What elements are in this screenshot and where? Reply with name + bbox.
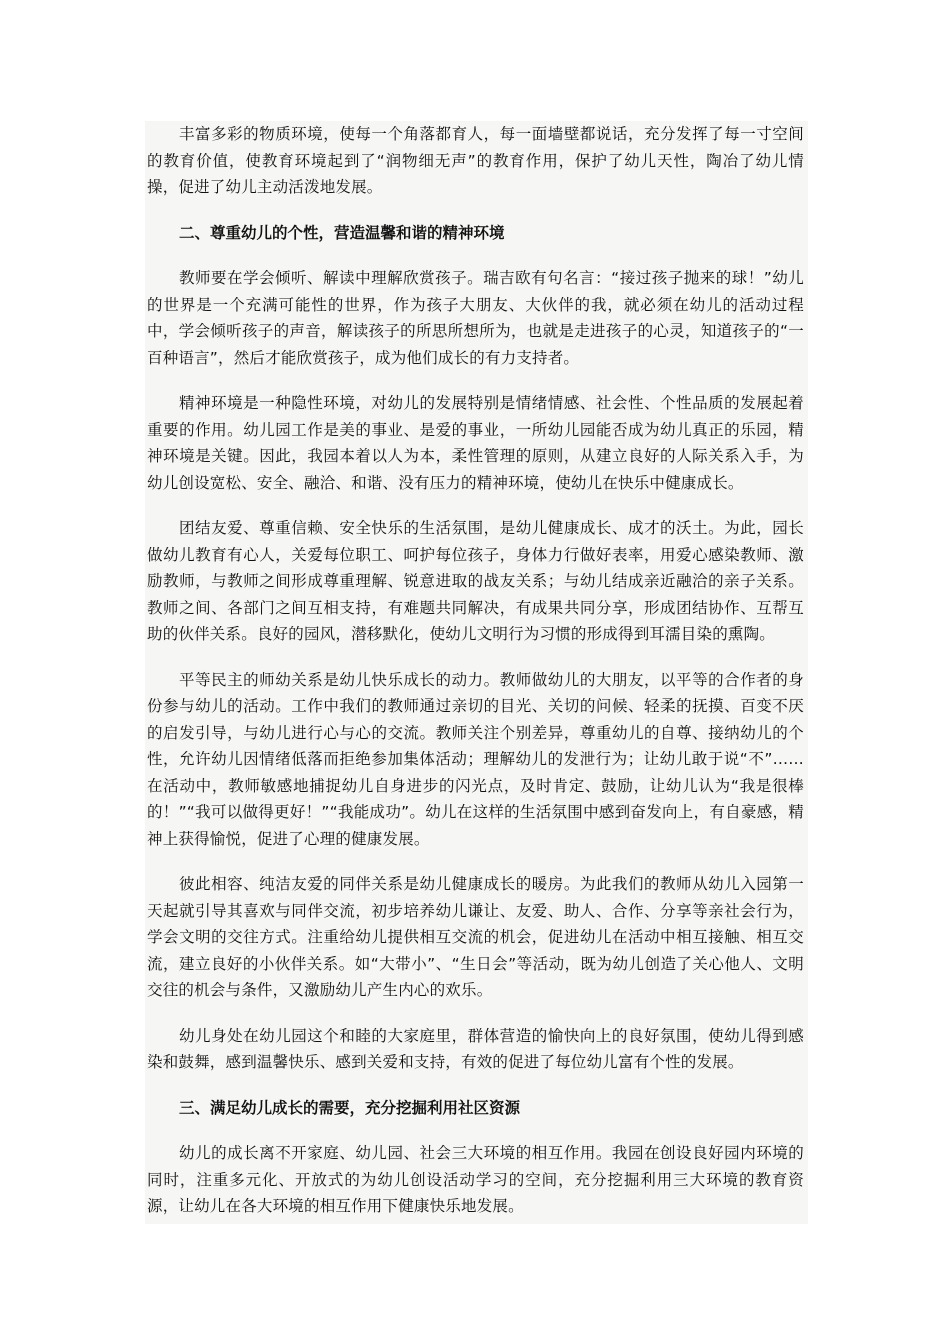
paragraph-big-family: 幼儿身处在幼儿园这个和睦的大家庭里，群体营造的愉快向上的良好氛围，使幼儿得到感染和鼓舞，感到温馨快乐、感到关爱和支持，有效的促进了每位幼儿富有个性的发展。: [147, 1026, 804, 1071]
paragraph-community-resources: 幼儿的成长离不开家庭、幼儿园、社会三大环境的相互作用。我园在创设良好园内环境的同时，注重多元化、开放式的为幼儿创设活动学习的空间，充分挖掘利用三大环境的教育资源，让幼儿在各大环境的相互作用下健康快乐地发展。: [147, 1144, 804, 1215]
paragraph-material-environment: 丰富多彩的物质环境，使每一个角落都育人，每一面墙壁都说话，充分发挥了每一寸空间的教育价值，使教育环境起到了“润物细无声”的教育作用，保护了幼儿天性，陶冶了幼儿情操，促进了幼儿主动活泼地发展。: [147, 125, 804, 196]
paragraph-gap: [145, 1076, 808, 1095]
section-heading-two: 二、尊重幼儿的个性，营造温馨和谐的精神环境: [179, 223, 505, 242]
paragraph-listen-understand: 教师要在学会倾听、解读中理解欣赏孩子。瑞吉欧有句名言：“接过孩子抛来的球！”幼儿的世界是一个充满可能性的世界，作为孩子大朋友、大伙伴的我，就必须在幼儿的活动过程中，学会倾听孩子的声音，解读孩子的所思所想所为，也就是走进孩子的心灵，知道孩子的“一百种语言”，然后才能欣赏孩子，成为他们成长的有力支持者。: [147, 269, 804, 367]
paragraph-gap: [145, 852, 808, 871]
paragraph-unity-atmosphere: 团结友爱、尊重信赖、安全快乐的生活氛围，是幼儿健康成长、成才的沃土。为此，园长做幼儿教育有心人，关爱每位职工、呵护每位孩子，身体力行做好表率，用爱心感染教师、激励教师，与教师之间形成尊重理解、锐意进取的战友关系；与幼儿结成亲近融洽的亲子关系。教师之间、各部门之间互相支持，有难题共同解决，有成果共同分享，形成团结协作、互帮互助的伙伴关系。良好的园风，潜移默化，使幼儿文明行为习惯的形成得到耳濡目染的熏陶。: [147, 519, 804, 643]
paragraph-spiritual-environment: 精神环境是一种隐性环境，对幼儿的发展特别是情绪情感、社会性、个性品质的发展起着重要的作用。幼儿园工作是美的事业、是爱的事业，一所幼儿园能否成为幼儿真正的乐园，精神环境是关键。因此，我园本着以人为本，柔性管理的原则，从建立良好的人际关系入手，为幼儿创设宽松、安全、融洽、和谐、没有压力的精神环境，使幼儿在快乐中健康成长。: [147, 394, 804, 492]
paragraph-gap: [145, 246, 808, 265]
paragraph-teacher-child-relation: 平等民主的师幼关系是幼儿快乐成长的动力。教师做幼儿的大朋友，以平等的合作者的身份参与幼儿的活动。工作中我们的教师通过亲切的目光、关切的问候、轻柔的抚摸、百变不厌的启发引导，与幼儿进行心与心的交流。教师关注个别差异，尊重幼儿的自尊、接纳幼儿的个性，允许幼儿因情绪低落而拒绝参加集体活动；理解幼儿的发泄行为；让幼儿敢于说“不”……在活动中，教师敏感地捕捉幼儿自身进步的闪光点，及时肯定、鼓励，让幼儿认为“我是很棒的！”“我可以做得更好！”“我能成功”。幼儿在这样的生活氛围中感到奋发向上，有自豪感，精神上获得愉悦，促进了心理的健康发展。: [147, 670, 804, 848]
paragraph-gap: [145, 201, 808, 220]
paragraph-gap: [145, 1004, 808, 1023]
document-body: [145, 121, 808, 1224]
paragraph-gap: [145, 371, 808, 390]
section-heading-three: 三、满足幼儿成长的需要，充分挖掘利用社区资源: [179, 1098, 521, 1117]
paragraph-gap: [145, 496, 808, 515]
paragraph-peer-relation: 彼此相容、纯洁友爱的同伴关系是幼儿健康成长的暖房。为此我们的教师从幼儿入园第一天起就引导其喜欢与同伴交流，初步培养幼儿谦让、友爱、助人、合作、分享等亲社会行为，学会文明的交往方式。注重给幼儿提供相互交流的机会，促进幼儿在活动中相互接触、相互交流，建立良好的小伙伴关系。如“大带小”、“生日会”等活动，既为幼儿创造了关心他人、文明交往的机会与条件，又激励幼儿产生内心的欢乐。: [147, 875, 804, 999]
paragraph-gap: [145, 1121, 808, 1140]
paragraph-gap: [145, 648, 808, 667]
